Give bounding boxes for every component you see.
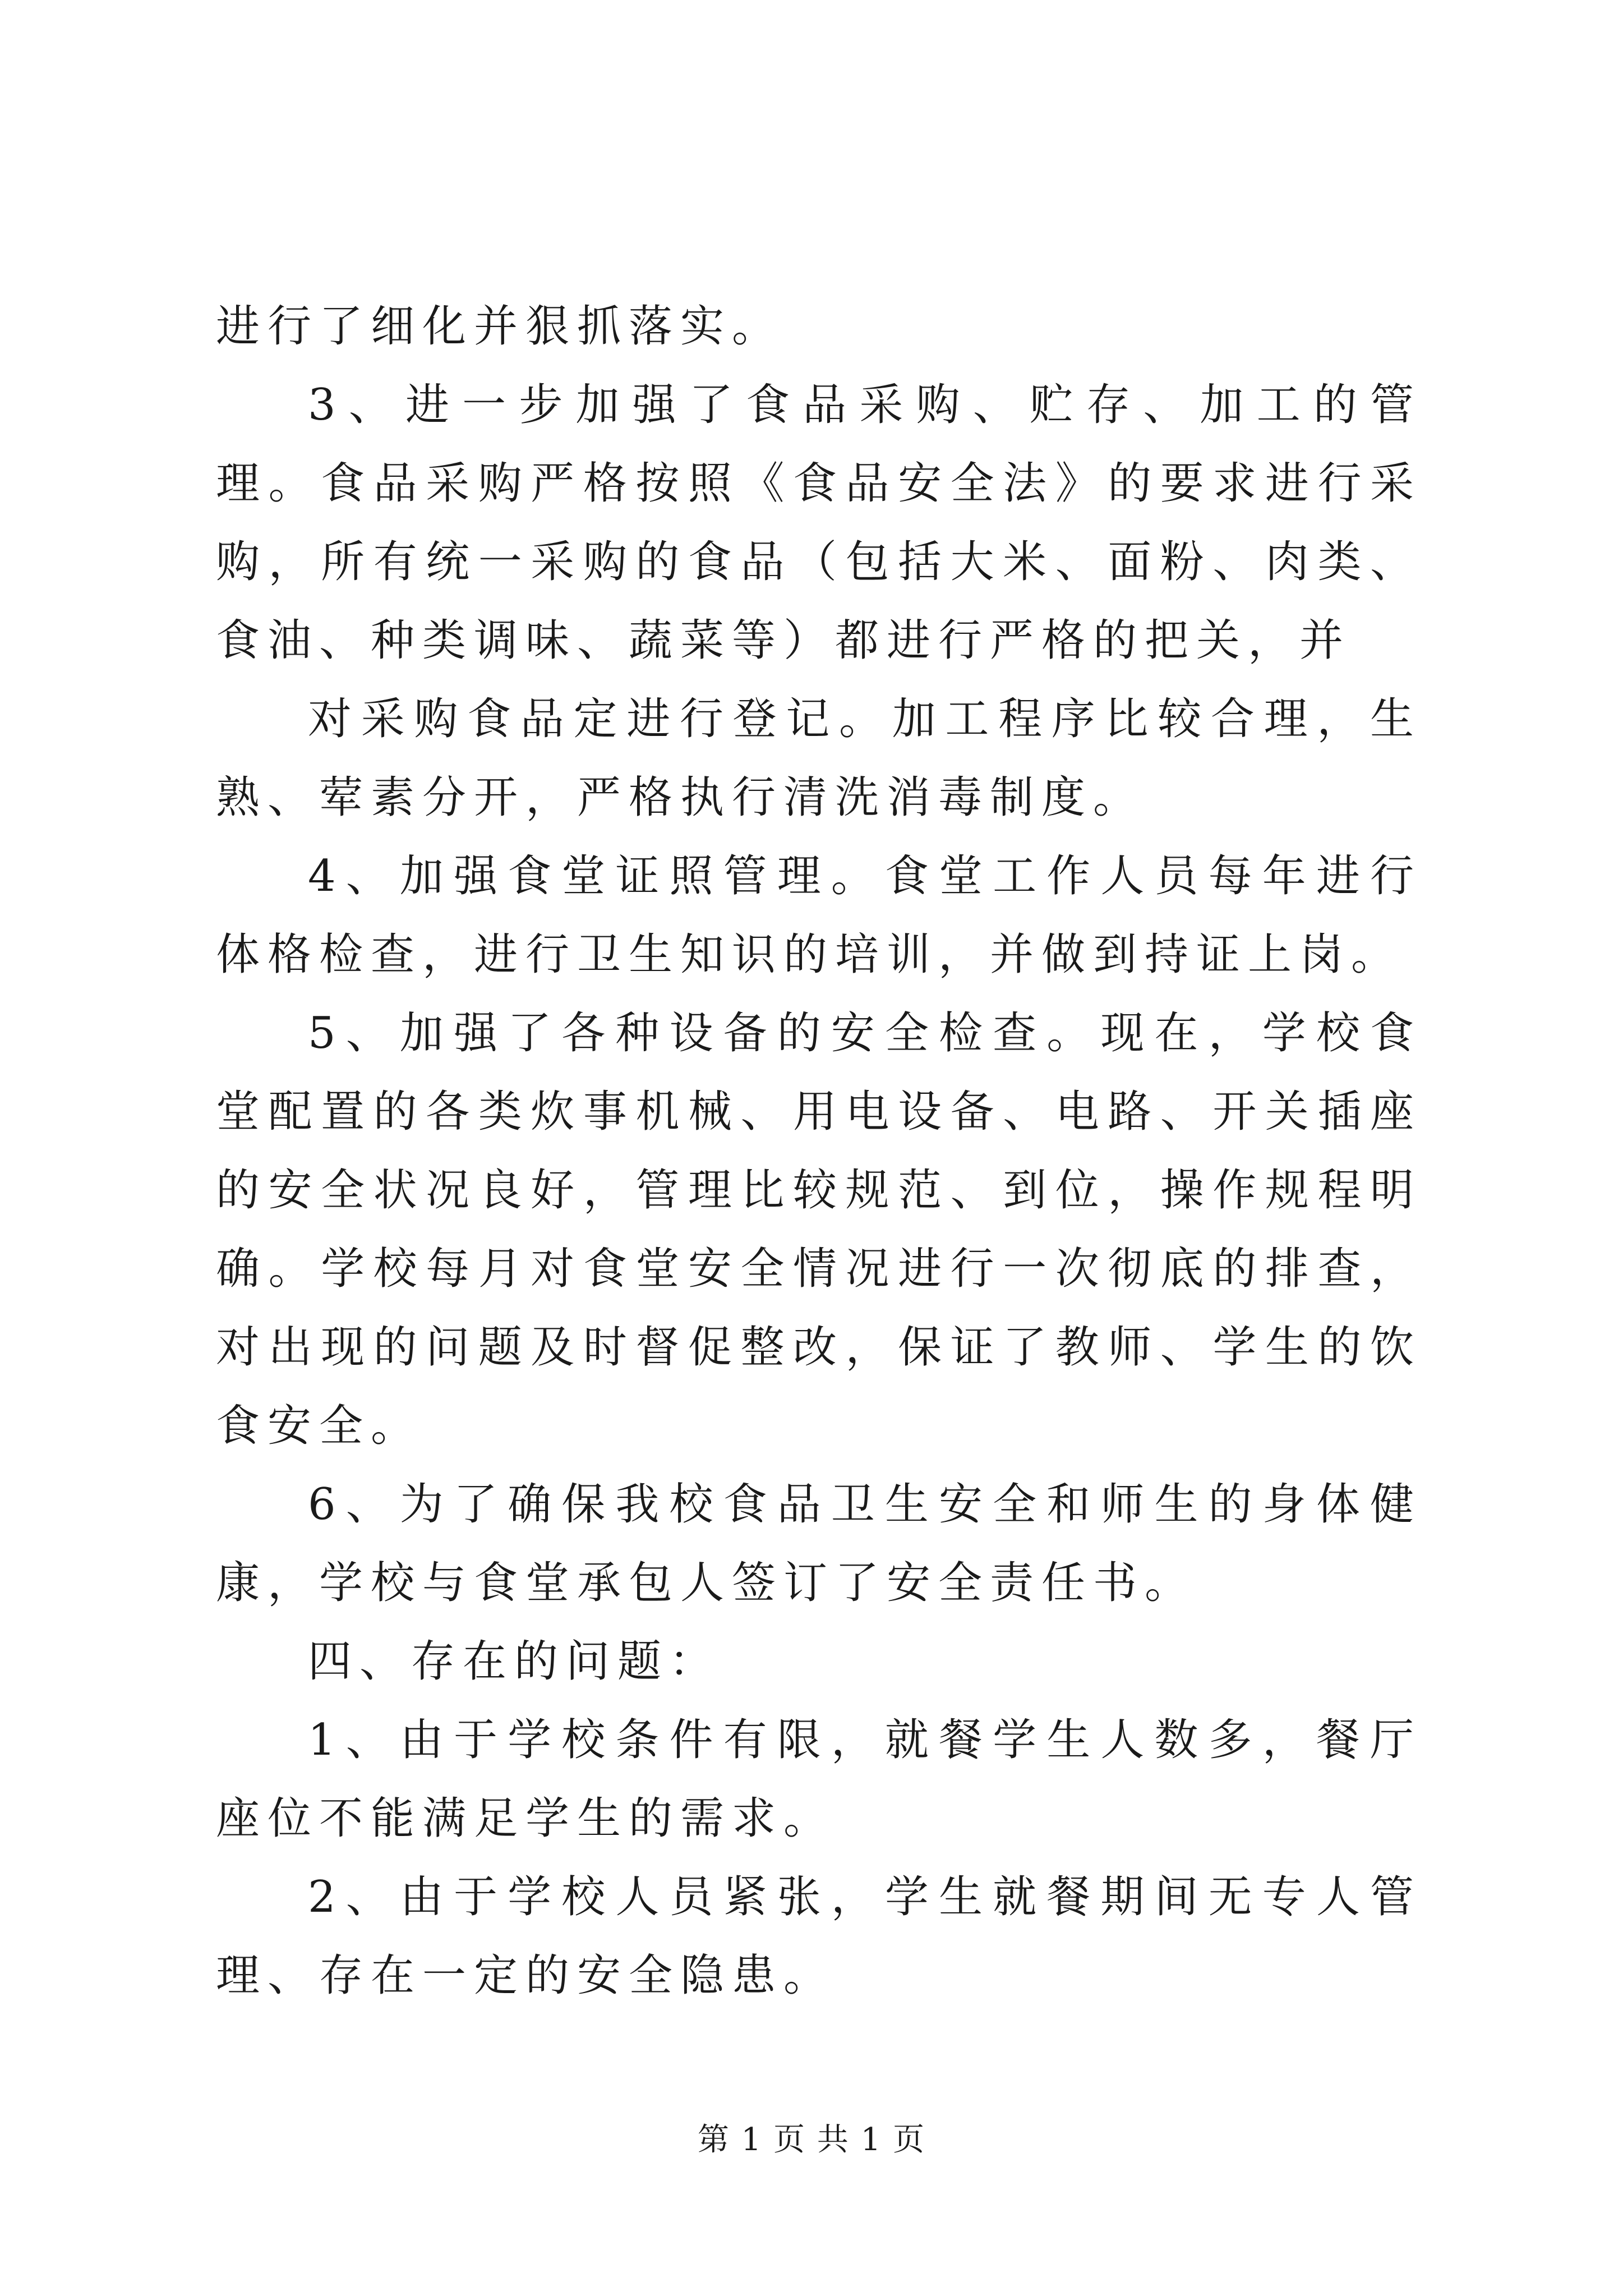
paragraph-2: 3、进一步加强了食品采购、贮存、加工的管理。食品采购严格按照《食品安全法》的要求进行采购，所有统一采购的食品（包括大米、面粉、肉类、食油、种类调味、蔬菜等）都进行严格的把关，并 (216, 380, 1422, 666)
paragraph-7: 1、由于学校条件有限，就餐学生人数多，餐厅座位不能满足学生的需求。 (216, 1715, 1422, 1844)
document-body (216, 287, 1422, 2015)
paragraph-3: 对采购食品定进行登记。加工程序比较合理，生熟、荤素分开，严格执行清洗消毒制度。 (216, 694, 1422, 823)
page-footer: 第 1 页 共 1 页 (697, 2122, 926, 2158)
paragraph-1: 进行了细化并狠抓落实。 (216, 301, 784, 352)
paragraph-4: 4、加强食堂证照管理。食堂工作人员每年进行体格检查，进行卫生知识的培训，并做到持证上岗。 (216, 851, 1422, 980)
paragraph-5: 5、加强了各种设备的安全检查。现在，学校食堂配置的各类炊事机械、用电设备、电路、开关插座的安全状况良好，管理比较规范、到位，操作规程明确。学校每月对食堂安全情况进行一次彻底的排查，对出现的问题及时督促整改，保证了教师、学生的饮食安全。 (216, 1008, 1422, 1451)
paragraph-8: 2、由于学校人员紧张，学生就餐期间无专人管理、存在一定的安全隐患。 (216, 1872, 1422, 2001)
section-heading-problems: 四、存在的问题： (308, 1636, 721, 1687)
paragraph-6: 6、为了确保我校食品卫生安全和师生的身体健康，学校与食堂承包人签订了安全责任书。 (216, 1479, 1422, 1608)
